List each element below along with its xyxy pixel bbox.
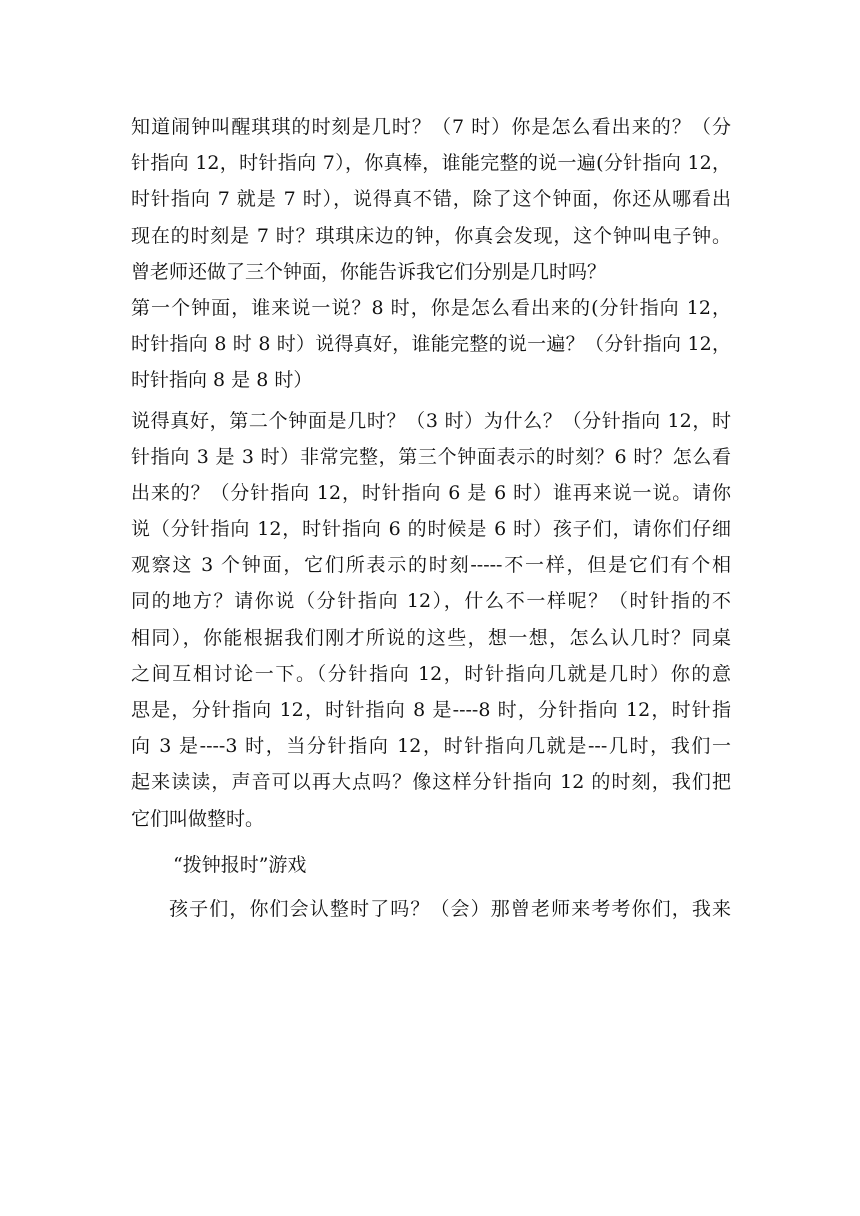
paragraph-line: 它们叫做整时。 [131,807,265,830]
paragraph-line: 时针指向 8 是 8 时） [131,369,313,392]
paragraph-line: 观察这 3 个钟面，它们所表示的时刻-----不一样，但是它们有个相 [131,554,731,577]
paragraph-line: 思是，分针指向 12，时针指向 8 是----8 时，分针指向 12，时针指 [131,699,731,721]
paragraph-line: 向 3 是----3 时，当分针指向 12，时针指向几就是---几时，我们一 [131,735,731,758]
paragraph-line: 曾老师还做了三个钟面，你能告诉我它们分别是几时吗？ [131,260,607,283]
paragraph-line: 针指向 3 是 3 时）非常完整，第三个钟面表示的时刻？6 时？怎么看 [131,445,731,468]
paragraph-line: 针指向 12，时针指向 7），你真棒，谁能完整的说一遍(分针指向 12， [131,152,731,175]
paragraph-line: 说（分针指向 12，时针指向 6 的时候是 6 时）孩子们，请你们仔细 [131,518,731,541]
paragraph-line: 时针指向 8 时 8 时）说得真好，谁能完整的说一遍？（分针指向 12， [131,333,731,356]
paragraph-line: 现在的时刻是 7 时？琪琪床边的钟，你真会发现，这个钟叫电子钟。 [131,224,731,247]
paragraph-line: 说得真好，第二个钟面是几时？（3 时）为什么？（分针指向 12，时 [131,409,731,432]
paragraph-line: 知道闹钟叫醒琪琪的时刻是几时？（7 时）你是怎么看出来的？（分 [131,116,731,138]
paragraph-line: 时针指向 7 就是 7 时），说得真不错，除了这个钟面，你还从哪看出 [131,188,731,211]
paragraph-line: 第一个钟面，谁来说一说？8 时，你是怎么看出来的(分针指向 12， [131,296,731,319]
paragraph-line: 起来读读，声音可以再大点吗？像这样分针指向 12 的时刻，我们把 [131,771,731,794]
paragraph-line: 同的地方？请你说（分针指向 12），什么不一样呢？（时针指的不 [131,590,731,613]
paragraph-line: 出来的？（分针指向 12，时针指向 6 是 6 时）谁再来说一说。请你 [131,481,731,504]
paragraph-line: 之间互相讨论一下。（分针指向 12，时针指向几就是几时）你的意 [131,662,731,685]
paragraph-line: 孩子们，你们会认整时了吗？（会）那曾老师来考考你们，我来 [169,897,731,920]
section-subheading: “拨钟报时”游戏 [173,853,307,876]
body-text [131,109,731,927]
paragraph-line: 相同），你能根据我们刚才所说的这些，想一想，怎么认几时？同桌 [131,626,731,649]
